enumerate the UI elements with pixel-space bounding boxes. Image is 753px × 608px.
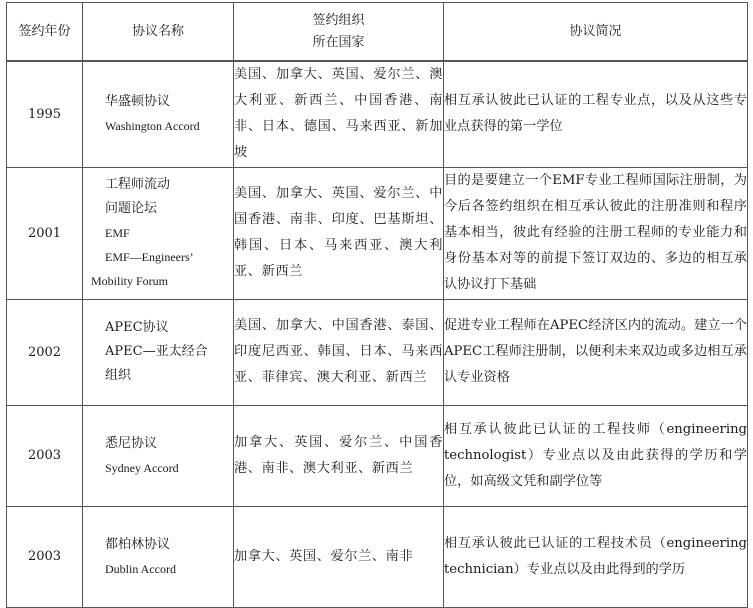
cell-countries: 加拿大、英国、爱尔兰、南非 [234, 506, 444, 607]
agreement-name-en: Dublin Accord [105, 561, 176, 576]
agreements-table [6, 2, 748, 608]
table-row [7, 167, 748, 299]
cell-year: 2003 [7, 405, 83, 506]
header-summary: 协议简况 [444, 3, 748, 62]
agreement-name-line: APEC协议 [105, 320, 169, 335]
cell-year: 2001 [7, 167, 83, 299]
agreement-name-en: Washington Accord [105, 119, 200, 134]
cell-name [83, 299, 234, 405]
cell-name [83, 405, 234, 506]
header-org-line1: 签约组织 [312, 12, 365, 28]
agreement-name-cn: 悉尼协议 [105, 435, 158, 451]
header-name: 协议名称 [83, 3, 234, 62]
table-row [7, 405, 748, 506]
cell-summary: 目的是要建立一个EMF专业工程师国际注册制，为今后各签约组织在相互承认彼此的注册准则和程序基本相当，彼此有经验的注册工程师的专业能力和身份基本对等的前提下签订双边的、多边的相互承认协议打下基础 [444, 167, 748, 299]
table-row [7, 299, 748, 405]
cell-summary: 相互承认彼此已认证的工程技师（engineering technologist）专业点以及由此获得的学历和学位，如高级文凭和副学位等 [444, 405, 748, 506]
cell-name [83, 506, 234, 607]
agreement-name-line: 组织 [105, 368, 132, 383]
agreement-name-line: Mobility Forum [91, 274, 169, 288]
agreement-name-line: 问题论坛 [105, 201, 158, 216]
cell-name [83, 167, 234, 299]
cell-year: 2002 [7, 299, 83, 405]
agreement-name-line: EMF—Engineers’ [105, 250, 194, 264]
agreement-name-line: 工程师流动 [105, 177, 171, 192]
cell-countries: 美国、加拿大、中国香港、泰国、印度尼西亚、韩国、日本、马来西亚、菲律宾、澳大利亚、新西兰 [234, 299, 444, 405]
cell-year: 2003 [7, 506, 83, 607]
table-row [7, 61, 748, 167]
cell-summary: 相互承认彼此已认证的工程技术员（engineering technician）专业点以及由此得到的学历 [444, 506, 748, 607]
agreement-name-line: EMF [105, 226, 130, 240]
header-organization [234, 3, 444, 62]
cell-countries: 加拿大、英国、爱尔兰、中国香港、南非、澳大利亚、新西兰 [234, 405, 444, 506]
agreement-name-cn: 华盛顿协议 [105, 94, 171, 110]
cell-countries: 美国、加拿大、英国、爱尔兰、澳大利亚、新西兰、中国香港、南非、日本、德国、马来西亚、新加坡 [234, 61, 444, 167]
cell-summary: 促进专业工程师在APEC经济区内的流动。建立一个APEC工程师注册制，以便利未来双边或多边相互承认专业资格 [444, 299, 748, 405]
cell-name [83, 61, 234, 167]
cell-summary: 相互承认彼此已认证的工程专业点，以及从这些专业点获得的第一学位 [444, 61, 748, 167]
table-row [7, 506, 748, 607]
header-org-line2: 所在国家 [312, 34, 365, 50]
agreement-name-line: APEC—亚太经合 [105, 344, 208, 359]
cell-year: 1995 [7, 61, 83, 167]
header-year: 签约年份 [7, 3, 83, 62]
cell-countries: 美国、加拿大、英国、爱尔兰、中国香港、南非、印度、巴基斯坦、韩国、日本、马来西亚、澳大利亚、新西兰 [234, 167, 444, 299]
header-row [7, 3, 748, 62]
agreement-name-en: Sydney Accord [105, 460, 179, 475]
agreement-name-cn: 都柏林协议 [105, 536, 171, 552]
